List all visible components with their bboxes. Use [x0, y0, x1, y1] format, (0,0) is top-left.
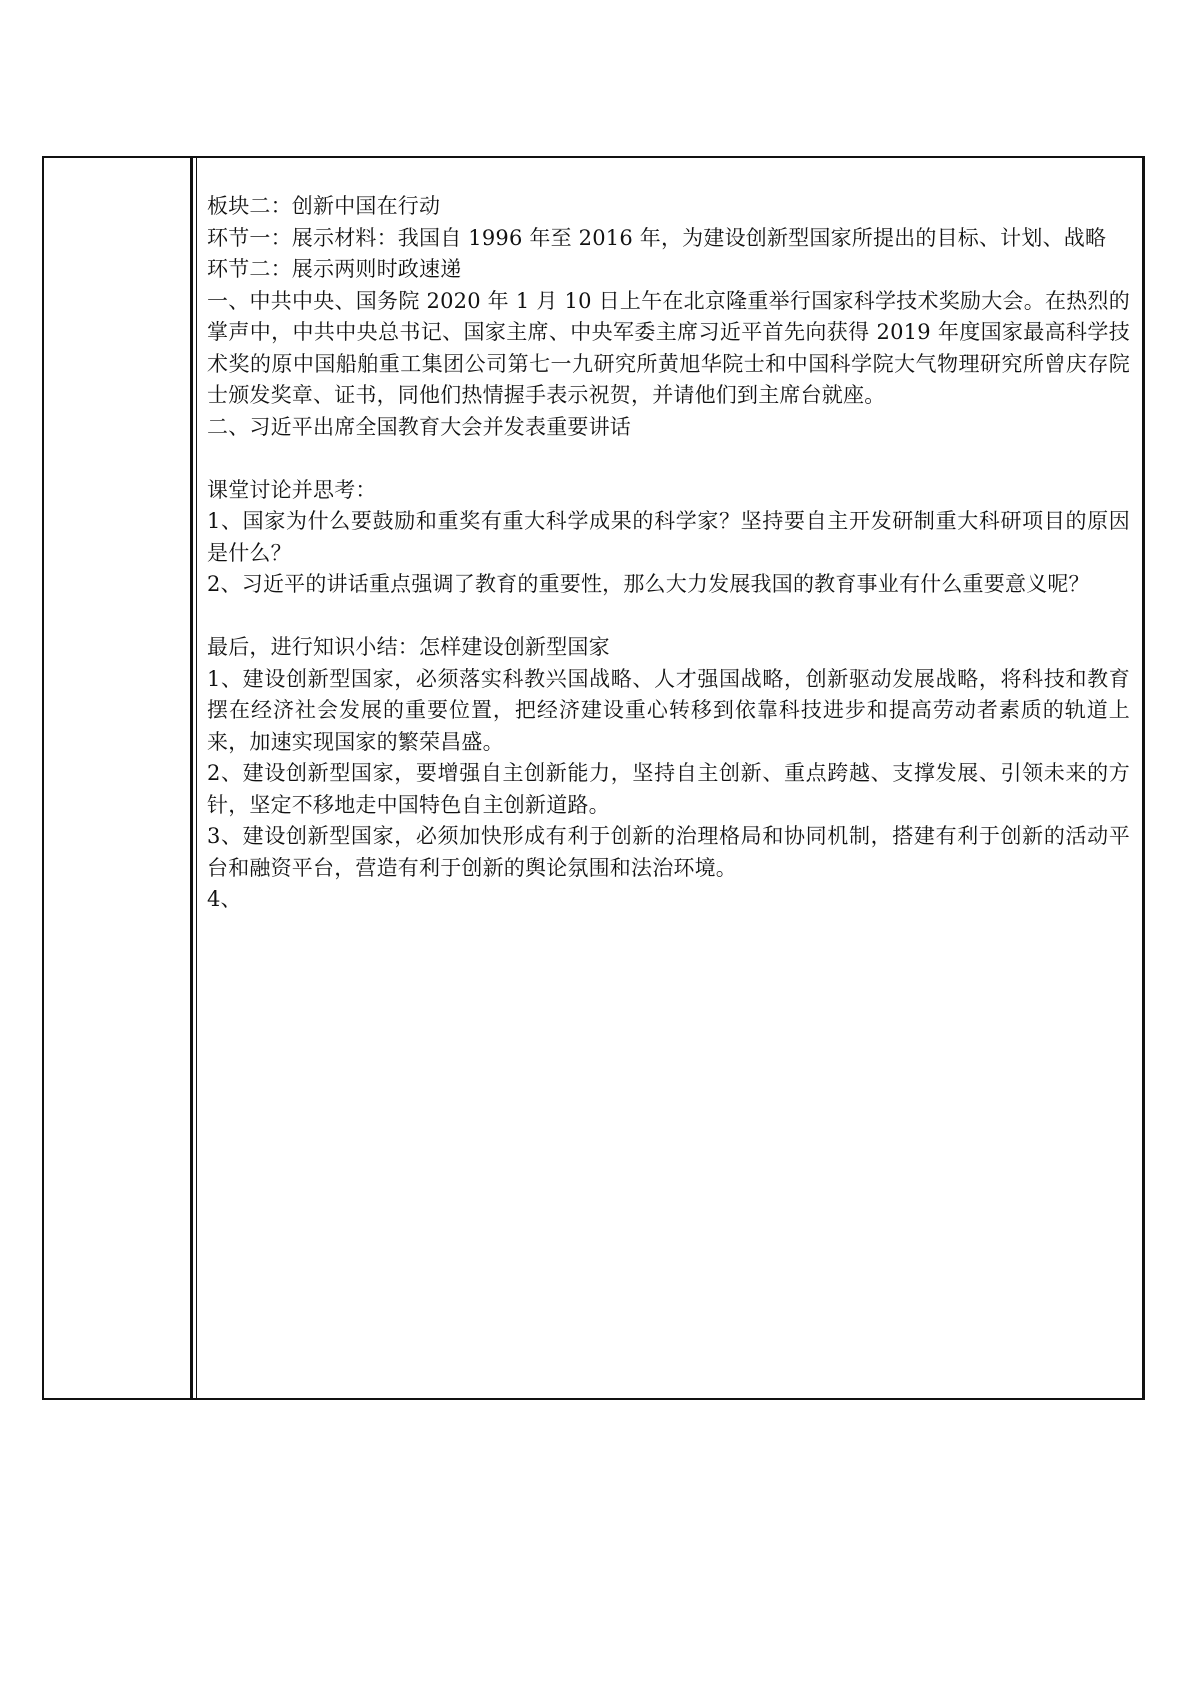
summary-point-one: 1、建设创新型国家，必须落实科教兴国战略、人才强国战略，创新驱动发展战略，将科技和教育摆在经济社会发展的重要位置，把经济建设重心转移到依靠科技进步和提高劳动者素质的轨道上来，加速实现国家的繁荣昌盛。 — [207, 666, 1130, 754]
lesson-table — [42, 156, 1145, 1400]
summary-title: 最后，进行知识小结：怎样建设创新型国家 — [207, 635, 610, 659]
spacer — [207, 601, 1130, 633]
content-cell — [196, 158, 1142, 1398]
summary-point-four: 4、 — [207, 887, 242, 911]
label-cell — [44, 158, 193, 1398]
step-two-text: 环节二：展示两则时政速递 — [207, 257, 462, 281]
section-title: 板块二：创新中国在行动 — [207, 194, 441, 218]
news-item-one: 一、中共中央、国务院 2020 年 1 月 10 日上午在北京隆重举行国家科学技术奖励大会。在热烈的掌声中，中共中央总书记、国家主席、中央军委主席习近平首先向获得 2019 年度国家最高科学技术奖的原中国船舶重工集团公司第七一九研究所黄旭华院士和中国科学院大气物理研究所曾庆存院士颁发奖章、证书，同他们热情握手表示祝贺，并请他们到主席台就座。 — [207, 288, 1130, 407]
discussion-title: 课堂讨论并思考： — [207, 477, 377, 502]
discussion-question-two: 2、习近平的讲话重点强调了教育的重要性，那么大力发展我国的教育事业有什么重要意义呢？ — [207, 572, 1090, 596]
summary-point-three: 3、建设创新型国家，必须加快形成有利于创新的治理格局和协同机制，搭建有利于创新的活动平台和融资平台，营造有利于创新的舆论氛围和法治环境。 — [207, 824, 1130, 880]
news-item-two: 二、习近平出席全国教育大会并发表重要讲话 — [207, 414, 631, 439]
step-one-text: 环节一：展示材料：我国自 1996 年至 2016 年，为建设创新型国家所提出的目标、计划、战略 — [207, 225, 1107, 250]
summary-point-two: 2、建设创新型国家，要增强自主创新能力，坚持自主创新、重点跨越、支撑发展、引领未来的方针，坚定不移地走中国特色自主创新道路。 — [207, 761, 1130, 817]
spacer — [207, 443, 1130, 475]
discussion-question-one: 1、国家为什么要鼓励和重奖有重大科学成果的科学家？坚持要自主开发研制重大科研项目的原因是什么？ — [207, 509, 1130, 565]
